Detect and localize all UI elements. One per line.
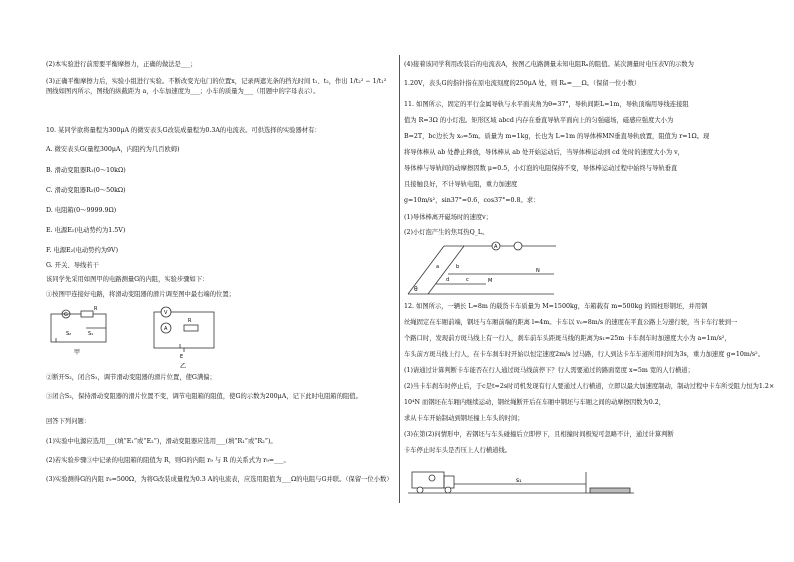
figure-label-yi: 乙 [180,363,187,370]
svg-text:M: M [488,278,493,284]
option-a: A. 微安表头G(量程300μA，内阻约为几百欧姆) [46,146,180,153]
question-12-part-1: (1)请通过计算判断卡车能否在行人通过斑马线前停下？行人需要通过的路面宽度 x=5m 宽的人行横道； [404,367,694,374]
svg-text:A: A [494,244,498,250]
svg-text:b: b [456,264,460,270]
question-10-part-2: (2)若实验步骤③中记录的电阻箱的阻值为 R，则G的内阻 r₉ 与 R 的关系式为 r₉=___。 [46,457,290,464]
question-11-part-2: (2)小灯泡产生的焦耳热Q_L。 [404,229,489,236]
question-11-line-2: 值为 R=3Ω 的小灯泡。矩形区域 abcd 内存在垂直导轨平面向上的匀强磁场，磁感应强度大小为 [404,117,674,124]
question-9-part-3: (3)正确平衡摩擦力后，实验小组进行实验。不断改变光电门的位置x，记录两遮光条的挡光时间 t₁、t₂，作出 1/t₂² − 1/t₁² 图线如图丙所示，图线的纵截距为 a，小车加速度为___；小车的质量为___（用题中的字母表示）。 [46,78,387,95]
question-10-part-4-cont: 1.20V，表头G的指针指在原电流刻度的250μA 处，则 Rₓ=___Ω。（保留一位小数） [404,80,641,87]
question-11-line-4: 将导体棒从 ab 处静止释放，导体棒从 ab 处开始运动后，当导体棒运动到 cd 处时的速度大小为 v， [404,149,684,156]
question-10-part-4: (4)接着该同学利用改装后的电流表A，按图乙电路测量未知电阻Rₓ的阻值。某次测量时电压表V的示数为 [404,61,694,68]
distance-s1-label: s₁ [516,477,522,484]
answer-prompt: 回答下列问题： [46,418,91,425]
question-12-part-2: (2)当卡车刹车时停止后，于c是t=2s时司机发现有行人要通过人行横道，立即以最大加速度制动，制动过程中卡车所受阻力恒为1.2× [404,383,775,390]
column-divider [399,55,400,503]
question-12-part-3-cont: 卡车停止时车头是否压上人行横道线。 [404,447,512,454]
figure-label-jia: 甲 [74,349,81,356]
angle-theta-label: θ [414,286,418,293]
svg-text:S₂: S₂ [66,331,72,337]
question-10-part-3: (3)实验测得G的内阻 r₉=500Ω，为将G改装成量程为0.3 A的电流表，应选用阻值为___Ω的电阻与G并联。（保留一位小数） [46,476,393,483]
truck-figure [406,462,636,502]
question-11-line-5: 导体棒与导轨间的动摩擦因数 μ=0.5，小灯泡的电阻保持不变，导体棒运动过程中始终与导轨垂直 [404,165,678,172]
svg-text:A: A [164,326,168,332]
step-2: ②断开S₂，闭合S₁，调节滑动变阻器的滑片位置，使G满偏； [46,374,216,381]
option-e: E. 电源E₁(电动势约为1.5V) [46,227,126,234]
galvanometer-label: G [64,312,68,318]
question-11-line-3: B=2T，bc边长为 x₀=5m。质量为 m=1kg，长也为 L=1m 的导体棒MN垂直导轨放置，阻值为 r=1Ω。现 [404,133,710,140]
svg-text:E: E [180,354,184,360]
svg-text:c: c [466,277,469,283]
svg-text:N: N [536,268,540,274]
question-10-part-1: (1)实验中电源应选用___(填“E₁”或“E₂”)，滑动变阻器应选用___(填“R₁”或“R₂”)。 [46,438,277,445]
question-12-part-2-cont: 10⁴N 而钢坯在车厢内继续运动，钢丝绳断开后在车厢中钢坯与车厢之间的动摩擦因数为0.2， [404,399,666,406]
step-3: ③闭合S₂，保持滑动变阻器的滑片位置不变，调节电阻箱的阻值，使G的示数为200μA，记下此时电阻箱的阻值。 [46,393,362,400]
question-9-part-2: (2)本实验进行前需要平衡摩擦力，正确的做法是___； [46,61,197,68]
option-g: G. 开关、导线若干 [46,262,99,269]
circuit-figure-yi [144,302,224,372]
option-f: F. 电源E₂(电动势约为9V) [46,247,119,254]
option-d: D. 电阻箱(0～9999.9Ω) [46,207,117,214]
question-11-line-6: 且接触良好，不计导轨电阻，重力加速度 [404,181,518,188]
option-c: C. 滑动变阻器R₂(0～50kΩ) [46,187,126,194]
svg-text:R: R [94,306,98,312]
question-12-part-2-ask: 求从卡车开始制动到钢坯撞上车头的时间； [404,415,524,422]
svg-text:S₁: S₁ [88,331,94,337]
option-b: B. 滑动变阻器R₁(0～10kΩ) [46,167,126,174]
question-12-line-2: 丝绳固定在车厢前端，钢坯与车厢前端的距离 l=4m。卡车以 v₀=8m/s 的速度在平直公路上匀速行驶，当卡车行驶到一 [404,319,738,326]
svg-text:a: a [436,264,440,270]
question-12-line-4: 车头前方斑马线上行人，在卡车刹车时开始以恒定速度2m/s 过马路，行人到达卡车车道所用时间为3s，重力加速度 g=10m/s²。 [404,351,764,358]
svg-text:R: R [188,318,192,324]
question-10-stem: 10. 某同学欲将量程为300μA 的微安表头G改装成量程为0.3A的电流表。可供选择的实验器材有： [46,127,321,134]
question-11-part-1: (1)导体棒离开磁场时的速度v； [404,214,493,221]
svg-text:d: d [446,277,450,283]
circuit-figure-jia [46,302,116,362]
inclined-rails-figure [406,238,556,300]
svg-text:V: V [164,310,168,316]
procedure-intro: 该同学先采用如图甲的电路测量G的内阻，实验步骤如下： [46,276,209,283]
question-12-line-1: 12. 如图所示，一辆长 L=8m 的载货卡车质量为 M=1500kg，车箱载有 m=500kg 的圆柱形钢坯，并用钢 [404,303,708,310]
question-11-line-7: g=10m/s²，sin37°=0.6，cos37°=0.8。求： [404,197,540,204]
step-1: ①按图甲连接好电路，将滑动变阻器的滑片调至图中最右端的位置； [46,291,235,298]
question-12-line-3: 个路口时，发现前方斑马线上有一行人，刹车前车头距斑马线的距离为s₁=25m 卡车刹车时加速度大小为 a=1m/s²， [404,335,731,342]
question-11-line-1: 11. 如图所示，固定的平行金属导轨与水平面夹角为θ=37°，导轨间距L=1m，导轨顶端用导线连接阻 [404,101,689,108]
question-12-part-3: (3)在第(2)问情形中，若钢坯与车头碰撞后立即停下，且相撞时间极短可忽略不计，通过计算判断 [404,431,674,438]
